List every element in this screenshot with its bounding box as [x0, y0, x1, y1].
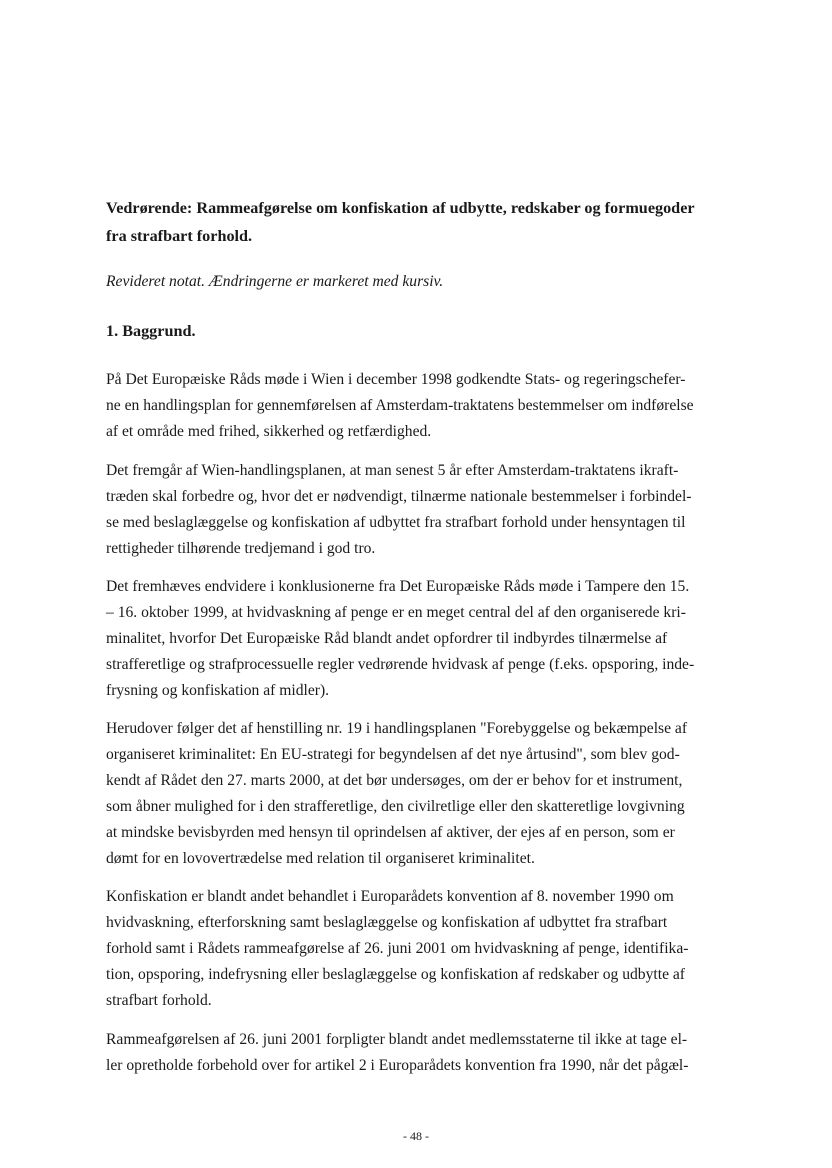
paragraph-line: Rammeafgørelsen af 26. juni 2001 forpligter blandt andet medlemsstaterne til ikke at tage el-: [106, 1031, 688, 1048]
paragraph-line: minalitet, hvorfor Det Europæiske Råd blandt andet opfordrer til indbyrdes tilnærmelse af: [106, 630, 668, 647]
paragraph-line: forhold samt i Rådets rammeafgørelse af 26. juni 2001 om hvidvaskning af penge, identifika-: [106, 940, 689, 957]
paragraph: [106, 716, 742, 872]
paragraph: [106, 367, 742, 445]
paragraph-line: strafbart forhold.: [106, 992, 212, 1009]
paragraph-line: kendt af Rådet den 27. marts 2000, at det bør undersøges, om der er behov for et instrument,: [106, 772, 683, 789]
revision-note: [106, 269, 742, 295]
section-heading: [106, 318, 742, 344]
revision-note-text: Revideret notat. Ændringerne er markeret med kursiv.: [106, 273, 444, 290]
paragraph-line: træden skal forbedre og, hvor det er nødvendigt, tilnærme nationale bestemmelser i forbindel-: [106, 488, 692, 505]
subject-line: fra strafbart forhold.: [106, 227, 253, 245]
paragraph-line: strafferetlige og strafprocessuelle regler vedrørende hvidvask af penge (f.eks. opsporing, inde-: [106, 656, 695, 673]
subject-line: Vedrørende: Rammeafgørelse om konfiskation af udbytte, redskaber og formuegoder: [106, 199, 695, 217]
paragraph: [106, 1027, 742, 1079]
paragraph-line: Konfiskation er blandt andet behandlet i Europarådets konvention af 8. november 1990 om: [106, 888, 674, 905]
paragraph-line: dømt for en lovovertrædelse med relation til organiseret kriminalitet.: [106, 850, 535, 867]
paragraph: [106, 574, 742, 704]
paragraph-line: ne en handlingsplan for gennemførelsen af Amsterdam-traktatens bestemmelser om indførelse: [106, 397, 694, 414]
paragraph-line: at mindske bevisbyrden med hensyn til oprindelsen af aktiver, der ejes af en person, som er: [106, 824, 675, 841]
paragraph-line: rettigheder tilhørende tredjemand i god tro.: [106, 540, 376, 557]
paragraph-line: ler opretholde forbehold over for artikel 2 i Europarådets konvention fra 1990, når det pågæl-: [106, 1057, 689, 1074]
paragraph: [106, 884, 742, 1014]
paragraph-line: organiseret kriminalitet: En EU-strategi for begyndelsen af det nye årtusind", som blev god-: [106, 746, 680, 763]
section-heading-text: 1. Baggrund.: [106, 322, 196, 340]
paragraph-line: hvidvaskning, efterforskning samt beslaglæggelse og konfiskation af udbyttet fra strafbart: [106, 914, 668, 931]
paragraph-line: som åbner mulighed for i den strafferetlige, den civilretlige eller den skatteretlige lovgivning: [106, 798, 685, 815]
paragraph-line: frysning og konfiskation af midler).: [106, 682, 330, 699]
paragraph-line: Herudover følger det af henstilling nr. 19 i handlingsplanen "Forebyggelse og bekæmpelse af: [106, 720, 688, 737]
paragraph-line: af et område med frihed, sikkerhed og retfærdighed.: [106, 423, 432, 440]
subject-heading: [106, 194, 742, 250]
paragraph-line: Det fremhæves endvidere i konklusionerne fra Det Europæiske Råds møde i Tampere den 15.: [106, 578, 690, 595]
paragraph-line: se med beslaglæggelse og konfiskation af udbyttet fra strafbart forhold under hensyntagen til: [106, 514, 686, 531]
page-number: - 48 -: [403, 1129, 429, 1143]
paragraph-line: tion, opsporing, indefrysning eller beslaglæggelse og konfiskation af redskaber og udbytte af: [106, 966, 686, 983]
paragraph-line: Det fremgår af Wien-handlingsplanen, at man senest 5 år efter Amsterdam-traktatens ikraft-: [106, 462, 679, 479]
paragraph-line: – 16. oktober 1999, at hvidvaskning af penge er en meget central del af den organiserede kri-: [106, 604, 686, 621]
paragraph: [106, 458, 742, 562]
paragraph-line: På Det Europæiske Råds møde i Wien i december 1998 godkendte Stats- og regeringschefer-: [106, 371, 686, 388]
